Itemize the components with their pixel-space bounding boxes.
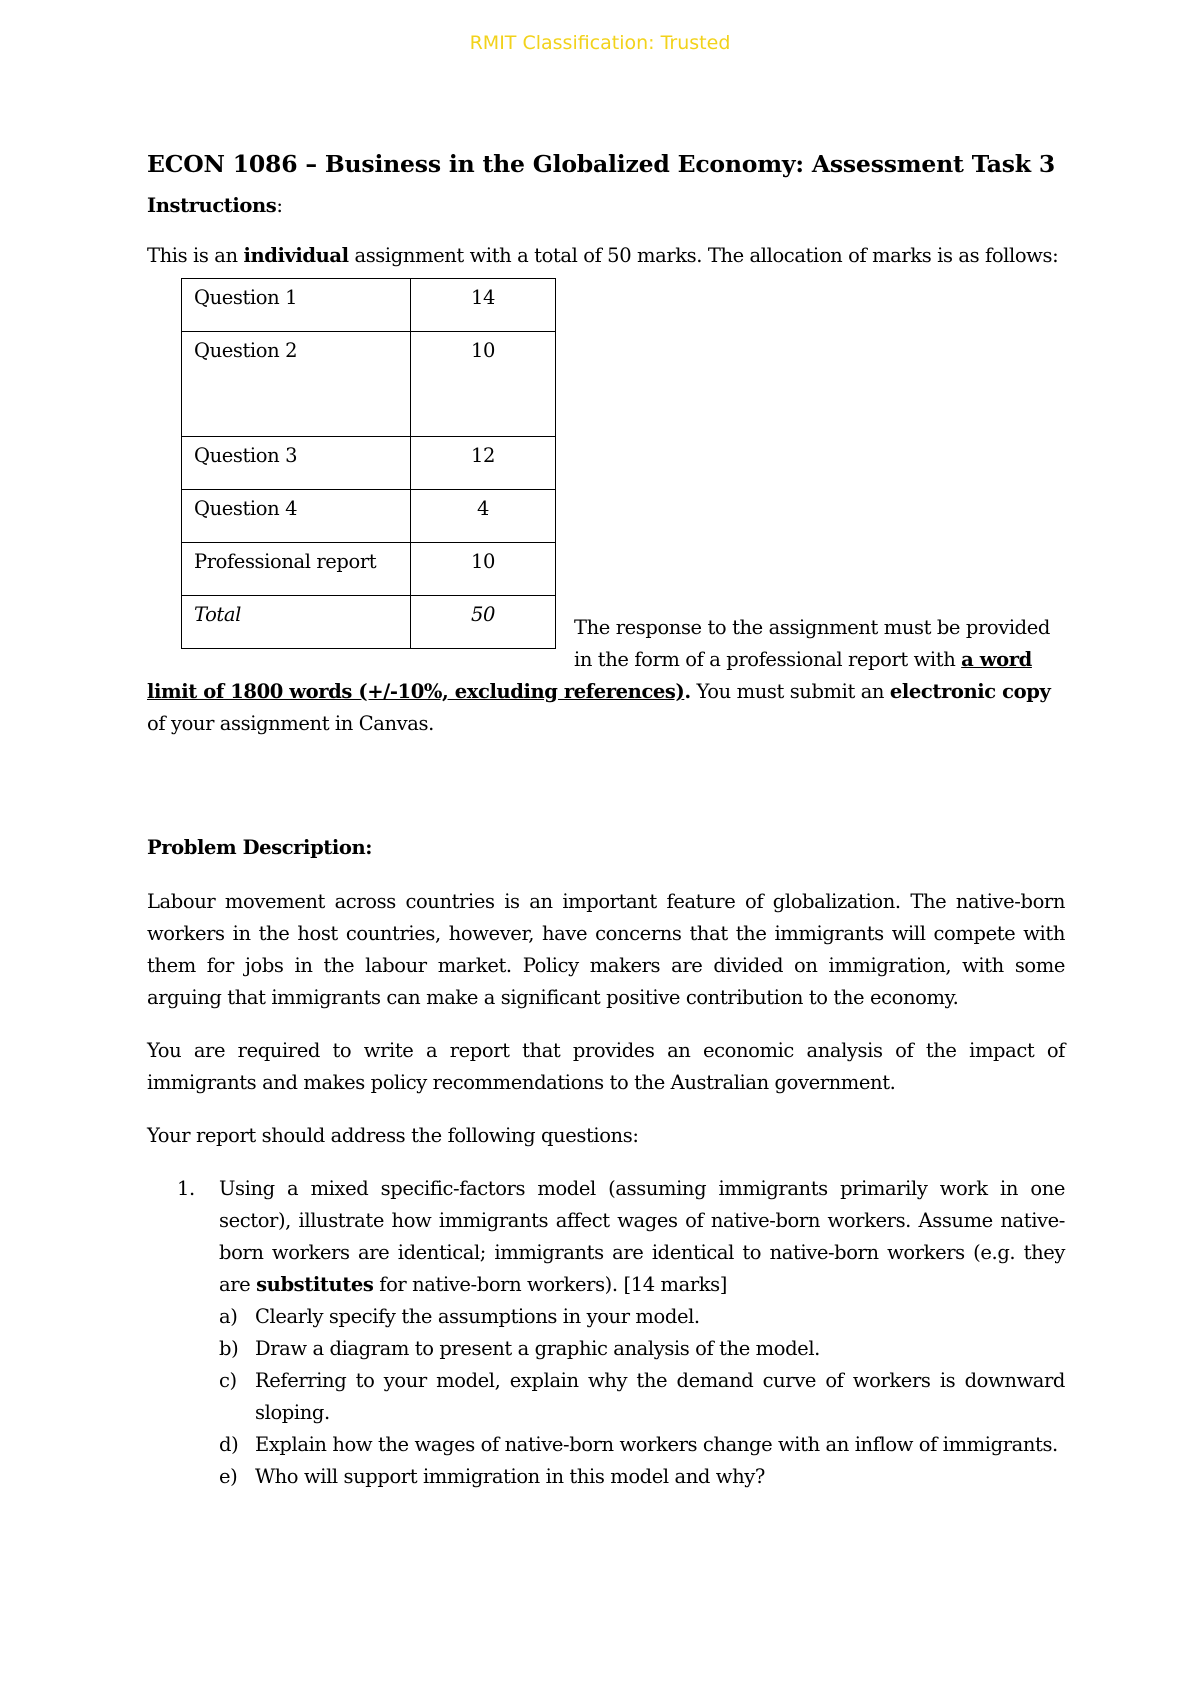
- sub-question-label: b): [219, 1337, 239, 1360]
- table-cell-item: Question 4: [182, 490, 411, 543]
- table-row: [182, 332, 556, 437]
- question-item: [177, 1173, 1065, 1493]
- table-cell-marks: 10: [411, 543, 556, 596]
- table-cell-marks: 12: [411, 437, 556, 490]
- classification-label: RMIT Classification: Trusted: [469, 32, 731, 54]
- table-row: [182, 279, 556, 332]
- sub-question-item: [219, 1429, 1065, 1461]
- question-text: Using a mixed specific-factors model (assuming immigrants primarily work in one sector), illustrate how immigrants affect wages of native-born workers. Assume native-born workers are identical; immigrants are identical to native-born workers (e.g. they are substitutes for native-born workers). [14 marks]: [219, 1177, 1065, 1296]
- sub-question-item: [219, 1333, 1065, 1365]
- problem-heading: Problem Description:: [147, 836, 373, 859]
- document-title: ECON 1086 – Business in the Globalized Economy: Assessment Task 3: [147, 150, 1055, 178]
- marks-table-wrapper: [181, 278, 556, 649]
- table-row: [182, 437, 556, 490]
- document-body: [147, 148, 1065, 1493]
- table-cell-marks: 50: [411, 596, 556, 649]
- table-cell-marks: 4: [411, 490, 556, 543]
- table-cell-marks: 10: [411, 332, 556, 437]
- sub-question-label: a): [219, 1305, 238, 1328]
- problem-paragraph: You are required to write a report that provides an economic analysis of the impact of immigrants and makes policy recommendations to the Australian government.: [147, 1039, 1065, 1094]
- sub-question-label: c): [219, 1369, 237, 1392]
- table-cell-item: Question 1: [182, 279, 411, 332]
- submission-paragraph: The response to the assignment must be provided in the form of a professional report with a word limit of 1800 words (+/-10%, excluding references). You must submit an electronic copy of your assignment in Canvas.: [147, 616, 1051, 735]
- table-cell-item: Question 3: [182, 437, 411, 490]
- sub-question-label: d): [219, 1433, 239, 1456]
- table-cell-item: Total: [182, 596, 411, 649]
- problem-paragraph: Your report should address the following questions:: [147, 1124, 639, 1147]
- sub-question-item: [219, 1365, 1065, 1429]
- table-cell-item: Question 2: [182, 332, 411, 437]
- sub-question-item: [219, 1301, 1065, 1333]
- sub-question-item: [219, 1461, 1065, 1493]
- marks-table: [181, 278, 556, 649]
- sub-question-text: Who will support immigration in this model and why?: [255, 1465, 765, 1488]
- sub-question-text: Explain how the wages of native-born workers change with an inflow of immigrants.: [255, 1433, 1058, 1456]
- table-row-total: [182, 596, 556, 649]
- instructions-heading: Instructions:: [147, 194, 283, 217]
- table-row: [182, 490, 556, 543]
- table-row: [182, 543, 556, 596]
- sub-question-text: Clearly specify the assumptions in your model.: [255, 1305, 700, 1328]
- sub-question-label: e): [219, 1465, 238, 1488]
- question-list: [147, 1173, 1065, 1493]
- sub-question-list: [219, 1301, 1065, 1493]
- table-cell-marks: 14: [411, 279, 556, 332]
- table-cell-item: Professional report: [182, 543, 411, 596]
- sub-question-text: Draw a diagram to present a graphic analysis of the model.: [255, 1337, 820, 1360]
- sub-question-text: Referring to your model, explain why the demand curve of workers is downward sloping.: [255, 1369, 1065, 1424]
- problem-paragraph: Labour movement across countries is an important feature of globalization. The native-born workers in the host countries, however, have concerns that the immigrants will compete with them for jobs in the labour market. Policy makers are divided on immigration, with some arguing that immigrants can make a significant positive contribution to the economy.: [147, 890, 1065, 1009]
- question-number: 1.: [177, 1177, 195, 1200]
- instructions-paragraph: This is an individual assignment with a total of 50 marks. The allocation of marks is as follows:: [147, 244, 1059, 267]
